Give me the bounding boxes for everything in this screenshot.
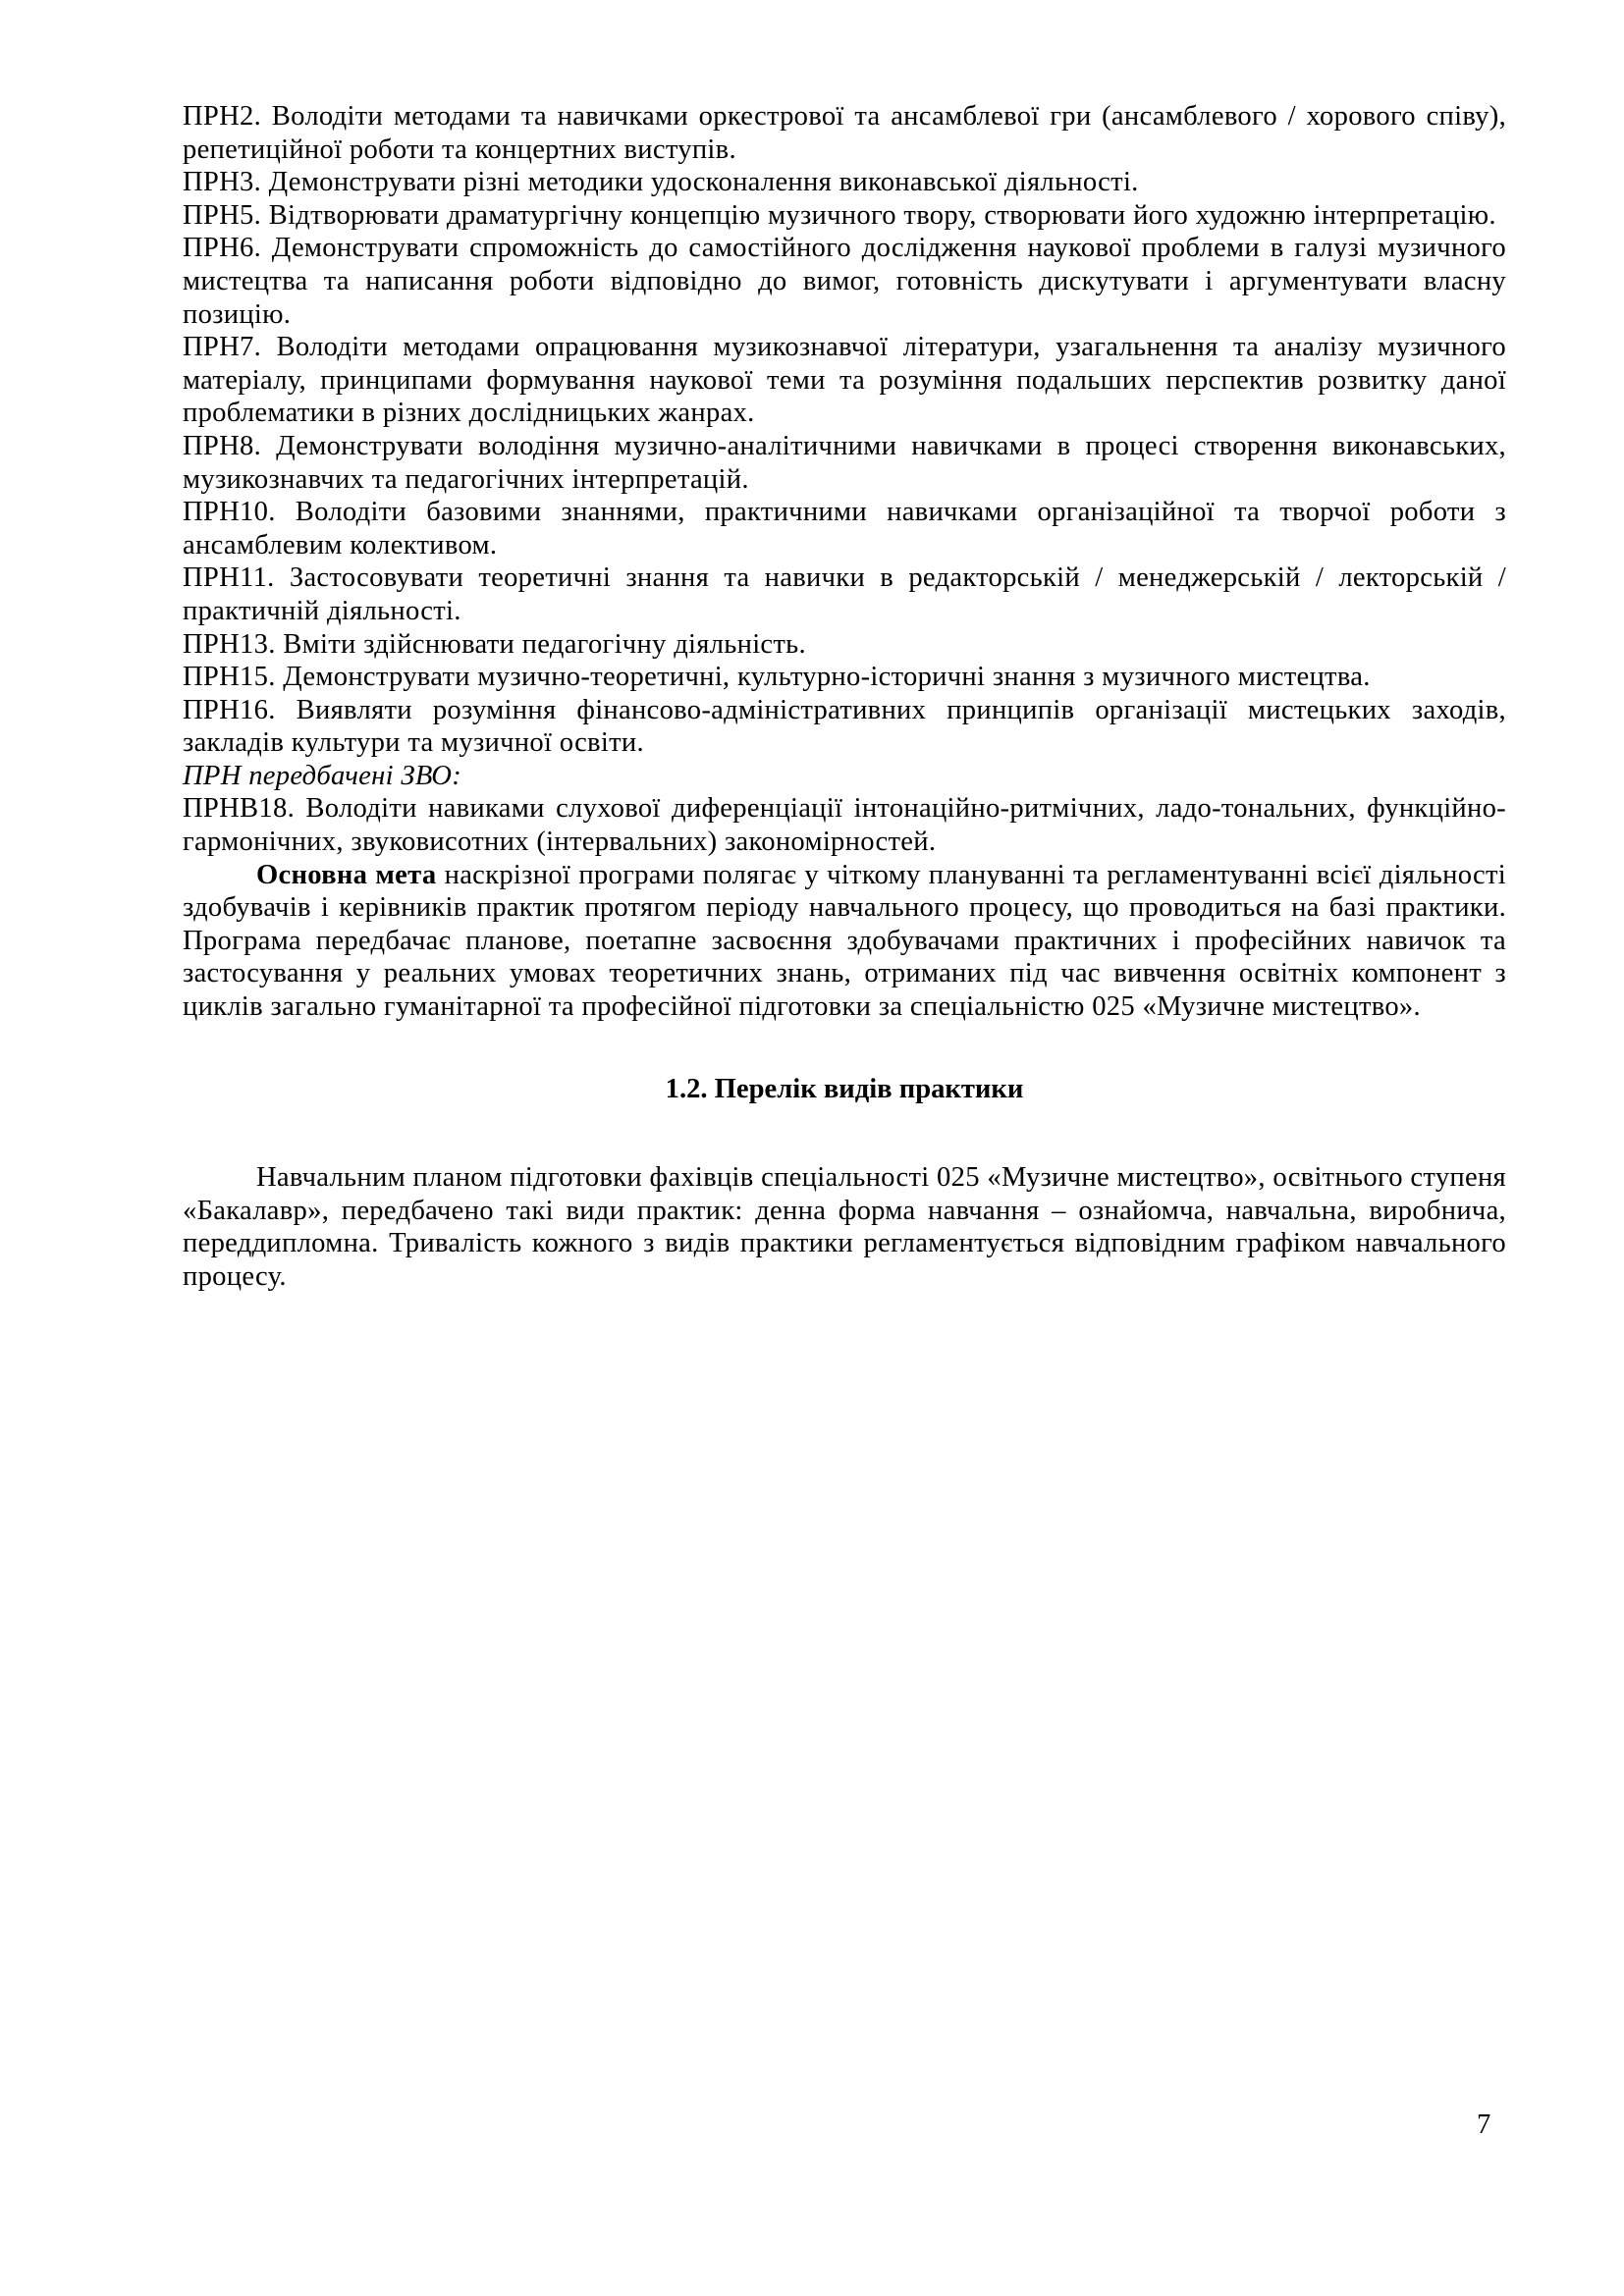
subheading-prn-zvo: ПРН передбачені ЗВО:: [183, 760, 462, 791]
paragraph-prn2: ПРН2. Володіти методами та навичками оркестрової та ансамблевої гри (ансамблевого / хорового співу), репетиційної роботи та концертних виступів.: [183, 101, 1506, 165]
paragraph-prnv18: ПРНВ18. Володіти навиками слухової диференціації інтонаційно-ритмічних, ладо-тональних, функційно-гармонічних, звуковисотних (інтервальних) закономірностей.: [183, 793, 1506, 858]
main-goal-body: наскрізної програми полягає у чіткому плануванні та регламентуванні всієї діяльності здобувачів і керівників практик протягом періоду навчального процесу, що проводиться на базі практики. Програма передбачає планове, поетапне засвоєння здобувачами практичних і професійних навичок та застосування у реальних умовах теоретичних знань, отриманих під час вивчення освітніх компонент з циклів загально гуманітарної та професійної підготовки за спеціальністю 025 «Музичне мистецтво».: [183, 859, 1507, 1023]
heading-top-spacer: [183, 1024, 1506, 1073]
paragraph-prn3: ПРН3. Демонструвати різні методики удосконалення виконавської діяльності.: [183, 167, 1139, 198]
page-text-body: [183, 100, 1506, 1294]
paragraph-prn6: ПРН6. Демонструвати спроможність до самостійного дослідження наукової проблеми в галузі музичного мистецтва та написання роботи відповідно до вимог, готовність дискутувати і аргументувати власну позицію.: [183, 233, 1506, 330]
paragraph-types-of-practice: Навчальним планом підготовки фахівців спеціальності 025 «Музичне мистецтво», освітнього ступеня «Бакалавр», передбачено такі види практик: денна форма навчання – ознайомча, навчальна, виробнича, переддипломна. Тривалість кожного з видів практики регламентується відповідним графіком навчального процесу.: [183, 1162, 1506, 1292]
page-number: 7: [1477, 2109, 1491, 2140]
section-heading-1-2: 1.2. Перелік видів практики: [665, 1073, 1024, 1104]
paragraph-prn7: ПРН7. Володіти методами опрацювання музикознавчої літератури, узагальнення та аналізу музичного матеріалу, принципами формування наукової теми та розуміння подальших перспектив розвитку даної проблематики в різних дослідницьких жанрах.: [183, 332, 1506, 429]
paragraph-prn11: ПРН11. Застосовувати теоретичні знання та навички в редакторській / менеджерській / лекторській / практичній діяльності.: [183, 562, 1506, 626]
paragraph-prn15: ПРН15. Демонструвати музично-теоретичні, культурно-історичні знання з музичного мистецтва.: [183, 662, 1371, 693]
paragraph-prn10: ПРН10. Володіти базовими знаннями, практичними навичками організаційної та творчої роботи з ансамблевим колективом.: [183, 497, 1506, 561]
paragraph-main-goal: [183, 859, 1506, 1024]
paragraph-prn5: ПРН5. Відтворювати драматургічну концепцію музичного твору, створювати його художню інтерпретацію.: [183, 199, 1496, 231]
paragraph-prn16: ПРН16. Виявляти розуміння фінансово-адміністративних принципів організації мистецьких заходів, закладів культури та музичної освіти.: [183, 694, 1506, 759]
main-goal-bold-lead: Основна мета: [256, 859, 437, 890]
paragraph-prn8: ПРН8. Демонструвати володіння музично-аналітичними навичками в процесі створення виконавських, музикознавчих та педагогічних інтерпретацій.: [183, 430, 1506, 495]
heading-bottom-spacer: [183, 1105, 1506, 1161]
paragraph-prn13: ПРН13. Вміти здійснювати педагогічну діяльність.: [183, 628, 806, 660]
